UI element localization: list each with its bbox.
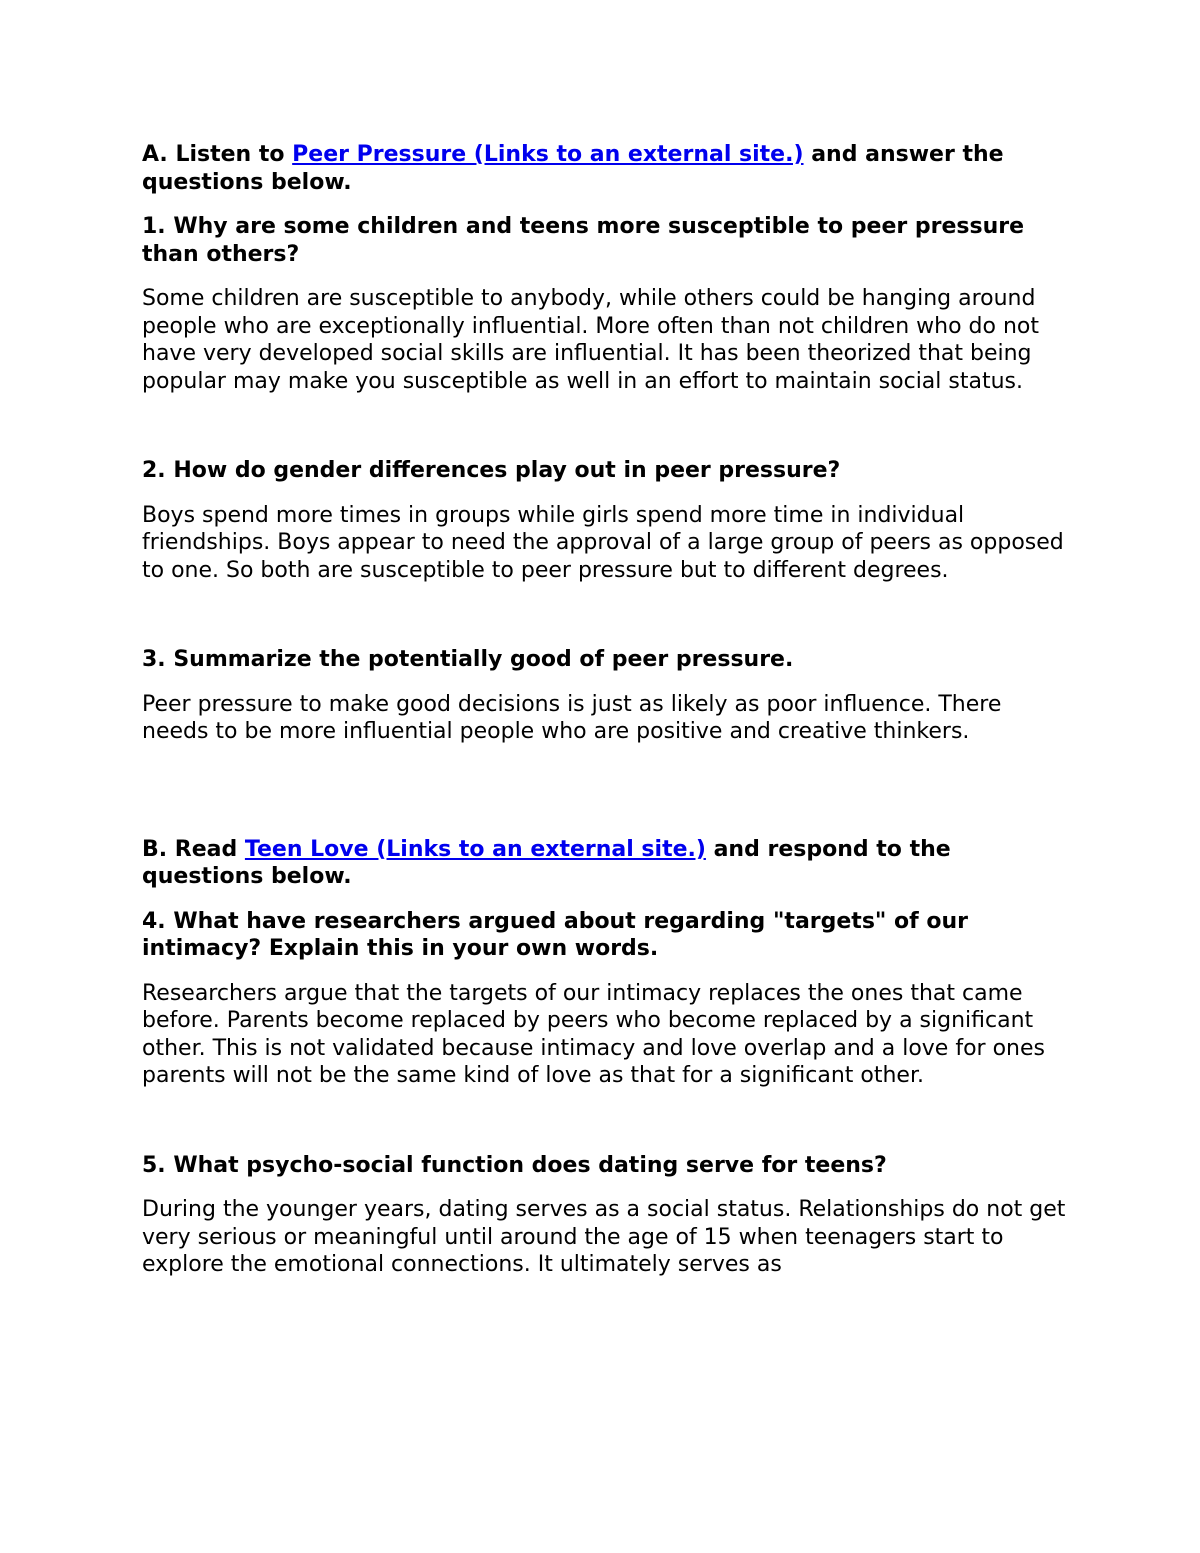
question-2: 2. How do gender differences play out in peer pressure?: [142, 458, 841, 483]
section-a-suffix: and answer the questions below.: [142, 142, 1004, 195]
section-a-prefix: A. Listen to: [142, 142, 293, 167]
section-b-heading: [142, 836, 1067, 891]
teen-love-link[interactable]: Teen Love (Links to an external site.): [244, 836, 706, 862]
peer-pressure-link[interactable]: Peer Pressure (Links to an external site.): [292, 142, 804, 167]
answer-5: During the younger years, dating serves as a social status. Relationships do not get very serious or meaningful until around the age of 15 when teenagers start to explore the emotional connections. It ultimately serves as: [142, 1197, 1066, 1277]
section-b-prefix: B. Read: [142, 836, 245, 862]
document-page: [142, 141, 1067, 1279]
question-1: 1. Why are some children and teens more susceptible to peer pressure than others?: [142, 214, 1025, 267]
section-b-suffix: and respond to the questions below.: [142, 836, 951, 889]
question-3: 3. Summarize the potentially good of peer pressure.: [142, 647, 794, 672]
answer-3: Peer pressure to make good decisions is just as likely as poor influence. There needs to be more influential people who are positive and creative thinkers.: [142, 691, 1002, 744]
question-5: 5. What psycho-social function does dating serve for teens?: [142, 1152, 887, 1178]
section-a-heading: [142, 141, 1067, 196]
answer-2: Boys spend more times in groups while girls spend more time in individual friendships. Boys appear to need the approval of a large group of peers as opposed to one. So both are susceptible to peer pressure but to different degrees.: [142, 502, 1064, 583]
answer-1: Some children are susceptible to anybody, while others could be hanging around people who are exceptionally influential. More often than not children who do not have very developed social skills are influential. It has been theorized that being popular may make you susceptible as well in an effort to maintain social status.: [142, 286, 1039, 394]
answer-4: Researchers argue that the targets of our intimacy replaces the ones that came before. Parents become replaced by peers who become replaced by a significant other. This is not validated because intimacy and love overlap and a love for ones parents will not be the same kind of love as that for a significant other.: [142, 980, 1045, 1088]
question-4: 4. What have researchers argued about regarding "targets" of our intimacy? Explain this in your own words.: [142, 908, 969, 961]
